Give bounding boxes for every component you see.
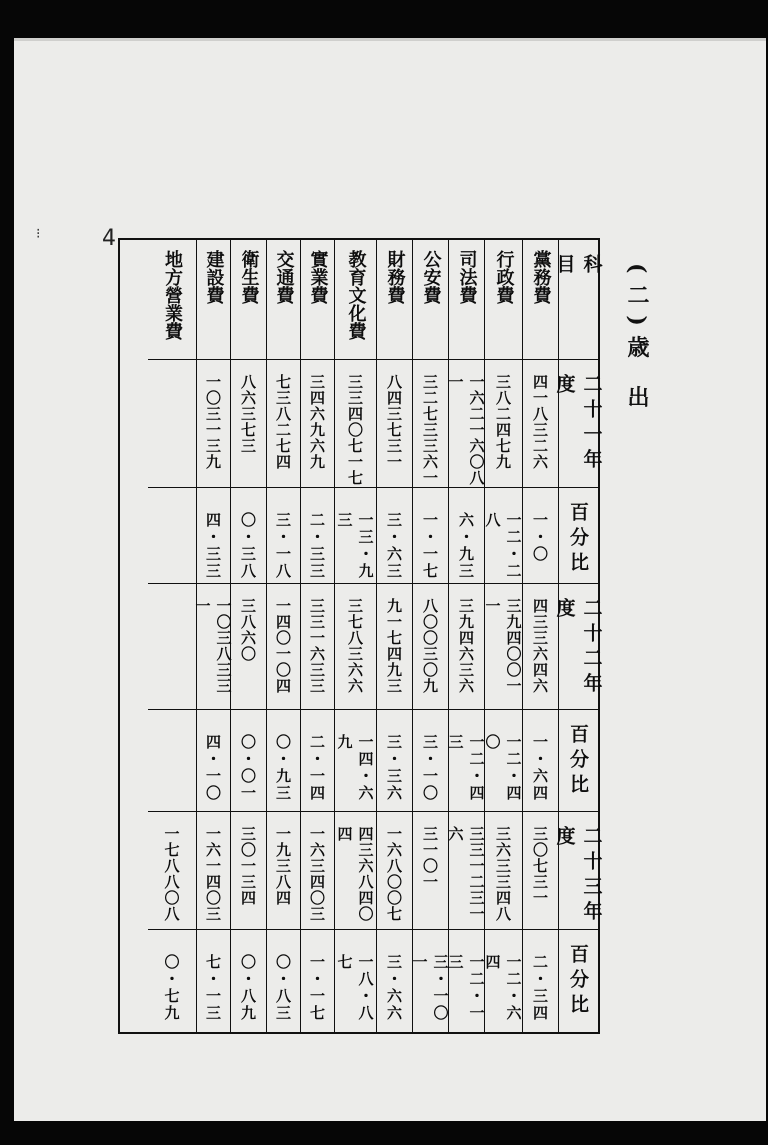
amount-cell: 三三四〇七一七 [335,360,376,488]
item-label: 交通費 [267,240,300,360]
table-row [412,240,448,1032]
amount-cell: 八四三七三一 [377,360,412,488]
margin-mark: ⁝ [36,226,41,242]
percent-cell: 四・一〇 [197,710,230,812]
percent-cell [148,710,196,812]
percent-cell: 二・三三 [301,488,334,584]
percent-cell: 一二・四三 [449,710,484,812]
amount-cell: 三三一六三三 [301,584,334,710]
percent-cell: 〇・三八 [231,488,266,584]
amount-cell: 三六三三四八 [485,812,522,930]
percent-cell: 〇・七九 [162,954,181,1022]
percent-cell: 一三・九三 [335,488,376,584]
amount-cell: 九一七四九三 [377,584,412,710]
amount-cell: 三〇七三一 [523,812,558,930]
amount-cell [148,584,196,710]
page-number: 4 [102,226,116,251]
table-row [148,240,196,1032]
table-row [230,240,266,1032]
amount-cell: 一六二一六〇八一 [449,360,484,488]
amount-cell: 一六三四〇三 [301,812,334,930]
percent-cell: 三・一〇 [413,710,448,812]
item-label: 建設費 [197,240,230,360]
column-header: 二十一年度 [559,360,598,488]
percent-cell: 三・六三 [377,488,412,584]
table-row [193,240,233,1032]
amount-cell: 三四六九六九 [301,360,334,488]
table-row [300,240,334,1032]
item-label: 公安費 [413,240,448,360]
expenditure-table [118,238,603,1034]
table-row [266,240,300,1032]
item-label: 司法費 [449,240,484,360]
amount-cell: 一六八〇〇七 [377,812,412,930]
section-title: (二)歳 出 [624,263,650,418]
percent-cell: 三・三六 [377,710,412,812]
column-header: 百分比 [559,488,598,584]
percent-cell: 〇・八九 [239,954,257,1022]
column-header: 百分比 [559,710,598,812]
amount-cell: 三九四〇〇一一 [485,584,522,710]
amount-cell: 八〇〇三〇九 [413,584,448,710]
percent-cell: 四・三三 [197,488,230,584]
amount-cell: 一七八八〇八 [148,812,196,930]
percent-cell: 六・九三 [449,488,484,584]
percent-cell: 一・一七 [308,954,326,1022]
amount-cell: 一〇三一三九 [197,360,230,488]
percent-cell: 一二・一三 [446,954,486,1022]
item-label: 行政費 [485,240,522,360]
percent-cell: 〇・八三 [274,954,292,1022]
column-header: 二十三年度 [559,812,598,930]
amount-cell: 三八六〇 [231,584,266,710]
percent-cell: 三・一〇一 [410,954,450,1022]
item-label: 財務費 [377,240,412,360]
column-header: 二十二年度 [559,584,598,710]
percent-cell [148,488,196,584]
percent-cell: 一八・八七 [335,954,375,1022]
item-label: 實業費 [301,240,334,360]
amount-cell: 三二七三三六一 [413,360,448,488]
amount-cell: 一六一四〇三 [197,812,230,930]
percent-cell: 二・一四 [301,710,334,812]
percent-cell: 二・三四 [531,954,549,1022]
amount-cell: 八六三七三 [231,360,266,488]
percent-cell: 三・六六 [385,954,403,1022]
percent-cell: 一・六四 [523,710,558,812]
item-label: 教育文化費 [335,240,376,360]
amount-cell: 一九三八四 [267,812,300,930]
percent-cell: 一・一七 [413,488,448,584]
percent-cell: 一二・二八 [485,488,522,584]
amount-cell: 四三三六四六 [523,584,558,710]
column-header: 科 目 [559,240,598,360]
amount-cell: 三八二四七九 [485,360,522,488]
percent-cell: 一二・六四 [483,954,523,1022]
amount-cell: 三〇一三四 [231,812,266,930]
percent-cell: 一二・四〇 [485,710,522,812]
item-label: 地方營業費 [148,240,196,360]
amount-cell: 三七八三六六 [335,584,376,710]
amount-cell: 四三六八四〇四 [335,812,376,930]
amount-cell: 四一八三二六 [523,360,558,488]
percent-cell: 七・一三 [204,954,222,1022]
percent-cell: 〇・九三 [267,710,300,812]
amount-cell: 一〇三八三三一 [197,584,230,710]
item-label: 衛生費 [231,240,266,360]
amount-cell: 七三八二七四 [267,360,300,488]
item-label: 黨務費 [523,240,558,360]
column-header: 百分比 [567,944,589,1019]
table-row [376,240,412,1032]
percent-cell: 〇・〇一 [231,710,266,812]
table-row [484,240,522,1032]
table-row [334,240,376,1032]
amount-cell: 三一〇一 [413,812,448,930]
amount-cell: 一四〇一〇四 [267,584,300,710]
amount-cell: 三九四六三六 [449,584,484,710]
amount-cell: 三三一二三一六 [449,812,484,930]
table-row [448,240,484,1032]
header-column [553,240,603,1032]
percent-cell: 三・一八 [267,488,300,584]
percent-cell: 一四・六九 [335,710,376,812]
amount-cell [148,360,196,488]
percent-cell: 一・〇 [523,488,558,584]
